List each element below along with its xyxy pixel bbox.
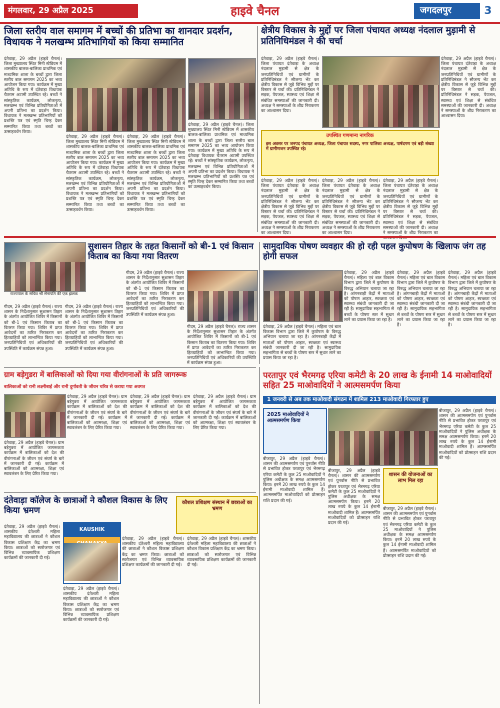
article-1-body-col4: दंतेवाड़ा, 29 अप्रैल (हाइवे चैनल)। जिला मुख्यालय स्थित मिनी स्टेडियम में शासकीय बालक-बालिका प्राथमिक एवं माध्यमिक शाला के बच्चों द्वारा जिला स्तरीय बाल समागम 2025 का भव्य आयोजन किया गया। कार्यक्रम में मुख्य अतिथि के रूप में दंतेवाड़ा विधायक चैतराम अटामी उपस्थित रहे। बच्चों ने सांस्कृतिक कार्यक्रम, लोकनृत्य, मलखम्भ एवं विभिन्न प्रतियोगिताओं में अपनी प्रतिभा का प्रदर्शन किया। विधायक ने मलखम्भ प्रतिभागियों को प्रशस्ति पत्र एवं स्मृति चिन्ह देकर सम्मानित किया तथा बच्चों का उत्साहवर्धन किया। — [188, 122, 254, 190]
coaching-ad — [63, 522, 121, 584]
article-6-body-col3: दंतेवाड़ा, 29 अप्रैल (हाइवे चैनल)। शासकीय दंतेश्वरी महिला महाविद्यालय की छात्राओं ने कौशल विकास प्रशिक्षण केंद्र का भ्रमण किया। छात्राओं को स्वरोजगार एवं विभिन्न व्यावसायिक प्रशिक्षण कार्यक्रमों की जानकारी दी गई। — [122, 536, 184, 568]
scheme-box-title: शासन की योजनाओं का लाभ मिल रहा — [388, 472, 433, 484]
surrender-box-title: 2025 माओवादियों ने आत्मसमर्पण किया — [267, 412, 309, 424]
guests-text: इस अवसर पर जनपद पंचायत अध्यक्ष, जिला पंचायत सदस्य, नगर पालिका अध्यक्ष, पार्षदगण एवं बड़ी संख्या में ग्रामीणजन उपस्थित रहे। — [266, 141, 434, 152]
article-7-body-col2: बीजापुर, 29 अप्रैल (हाइवे चैनल)। शासन की आत्मसमर्पण एवं पुनर्वास नीति से प्रभावित होकर परतापुर एवं भैरमगढ़ एरिया कमेटी के कुल 25 माओवादियों ने पुलिस अधीक्षक के समक्ष आत्मसमर्पण किया। इनमें 20 लाख रुपये के कुल 14 ईनामी माओवादी शामिल हैं। आत्मसमर्पित माओवादियों को प्रोत्साहन राशि प्रदान की गई। — [328, 468, 380, 526]
article-4-photo — [263, 270, 343, 322]
article-5-body-col4: दंतेवाड़ा, 29 अप्रैल (हाइवे चैनल)। ग्राम बड़ेगुडरा में आयोजित जागरूकता कार्यक्रम में बालिकाओं को देश की वीरांगनाओं के जीवन एवं संघर्ष के बारे में जानकारी दी गई। कार्यक्रम में बालिकाओं को आत्मरक्षा, शिक्षा एवं स्वावलंबन के लिए प्रेरित किया गया। — [193, 394, 256, 431]
article-3-photo-1 — [4, 242, 86, 292]
article-2-body-col2b: दंतेवाड़ा, 29 अप्रैल (हाइवे चैनल)। जिला पंचायत दंतेवाड़ा के अध्यक्ष नंदलाल मुड़ामी से क्षेत्र के जनप्रतिनिधियों एवं ग्रामीणों के प्रतिनिधिमंडल ने सौजन्य भेंट कर क्षेत्रीय विकास से जुड़े विभिन्न मुद्दों पर विस्तार से चर्चा की। प्रतिनिधिमंडल ने सड़क, पेयजल, स्वास्थ्य एवं शिक्षा से संबंधित समस्याओं की जानकारी दी। अध्यक्ष ने समस्याओं के शीघ्र निराकरण का — [383, 178, 438, 236]
ad-photo — [64, 543, 118, 581]
article-5-deck: बालिकाओं को रानी लक्ष्मीबाई और रानी दुर्गावती के जीवन चरित्र से कराया गया अवगत — [4, 385, 146, 390]
article-2-body-col1b: दंतेवाड़ा, 29 अप्रैल (हाइवे चैनल)। जिला पंचायत दंतेवाड़ा के अध्यक्ष नंदलाल मुड़ामी से क्षेत्र के जनप्रतिनिधियों एवं ग्रामीणों के प्रतिनिधिमंडल ने सौजन्य भेंट कर क्षेत्रीय विकास से जुड़े विभिन्न मुद्दों पर विस्तार से चर्चा की। प्रतिनिधिमंडल ने सड़क, पेयजल, स्वास्थ्य एवं शिक्षा से संबंधित समस्याओं की जानकारी दी। अध्यक्ष ने समस्याओं के शीघ्र निराकरण का आश्वासन दिया। — [261, 178, 319, 236]
article-1-photo-side — [188, 58, 256, 120]
article-6-body-col2: दंतेवाड़ा, 29 अप्रैल (हाइवे चैनल)। शासकीय दंतेश्वरी महिला महाविद्यालय की छात्राओं ने कौशल विकास प्रशिक्षण केंद्र का भ्रमण किया। छात्राओं को स्वरोजगार एवं विभिन्न व्यावसायिक प्रशिक्षण कार्यक्रमों की जानकारी दी गई। — [63, 586, 119, 623]
article-3-body-col4: गीदम, 29 अप्रैल (हाइवे चैनल)। राज्य शासन के निर्देशानुसार सुशासन तिहार के अंतर्गत आयोजित शिविर में किसानों को बी-1 एवं किसान किताब का वितरण किया गया। शिविर में प्राप्त आवेदनों का त्वरित निराकरण कर हितग्राहियों को लाभान्वित किया गया। जनप्रतिनिधियों एवं अधिकारियों की उपस्थिति में कार्यक्रम संपन्न हुआ। — [187, 324, 256, 366]
article-6-headline: दंतेवाड़ा कॉलेज के छात्राओं ने कौशल विकास के लिए किया भ्रमण — [4, 496, 168, 517]
article-6-body-col4: दंतेवाड़ा, 29 अप्रैल (हाइवे चैनल)। शासकीय दंतेश्वरी महिला महाविद्यालय की छात्राओं ने कौशल विकास प्रशिक्षण केंद्र का भ्रमण किया। छात्राओं को स्वरोजगार एवं विभिन्न व्यावसायिक प्रशिक्षण कार्यक्रमों की जानकारी दी गई। — [187, 536, 256, 568]
article-7-headline: परतापुर एवं भैरमगढ़ एरिया कमेटी के 20 लाख के ईनामी 14 माओवादियों सहित 25 माओवादियों ने आत्मसमर्पण किया — [263, 370, 492, 391]
article-4-body-col3: दंतेवाड़ा, 29 अप्रैल (हाइवे चैनल)। महिला एवं बाल विकास विभाग द्वारा जिले में कुपोषण के विरुद्ध अभियान चलाया जा रहा है। आंगनबाड़ी केंद्रों में माताओं को पोषण आहार, स्वच्छता एवं स्वास्थ्य संबंधी जानकारी दी जा रही है। सामुदायिक सहभागिता से बच्चों के पोषण स्तर में सुधार लाने का प्रयास किया जा रहा है। — [397, 270, 445, 328]
article-4-headline: सामुदायिक पोषण व्यवहार की हो रही पहल कुपोषण के खिलाफ जंग तह होगी सफल — [263, 242, 486, 263]
section-divider-2 — [4, 367, 256, 368]
article-5-body-col2: दंतेवाड़ा, 29 अप्रैल (हाइवे चैनल)। ग्राम बड़ेगुडरा में आयोजित जागरूकता कार्यक्रम में बालिकाओं को देश की वीरांगनाओं के जीवन एवं संघर्ष के बारे में जानकारी दी गई। कार्यक्रम में बालिकाओं को आत्मरक्षा, शिक्षा एवं स्वावलंबन के लिए प्रेरित किया गया। — [67, 394, 127, 431]
article-6-body-col1: दंतेवाड़ा, 29 अप्रैल (हाइवे चैनल)। शासकीय दंतेश्वरी महिला महाविद्यालय की छात्राओं ने कौशल विकास प्रशिक्षण केंद्र का भ्रमण किया। छात्राओं को स्वरोजगार एवं विभिन्न व्यावसायिक प्रशिक्षण कार्यक्रमों की जानकारी दी गई। — [4, 524, 60, 561]
surrender-box — [263, 408, 327, 454]
guests-title: उपस्थित गणमान्य नागरिक — [326, 133, 374, 139]
article-5-photo — [4, 394, 66, 438]
article-3-body-col3: गीदम, 29 अप्रैल (हाइवे चैनल)। राज्य शासन के निर्देशानुसार सुशासन तिहार के अंतर्गत आयोजित शिविर में किसानों को बी-1 एवं किसान किताब का वितरण किया गया। शिविर में प्राप्त आवेदनों का त्वरित निराकरण कर हितग्राहियों को लाभान्वित किया गया। जनप्रतिनिधियों एवं अधिकारियों की उपस्थिति में कार्यक्रम संपन्न हुआ। — [126, 270, 184, 317]
article-1-photo-main — [66, 58, 186, 132]
section-tab — [414, 3, 496, 19]
page-number: 3 — [480, 3, 496, 19]
article-3-headline: सुशासन तिहार के तहत किसानों को बी-1 एवं किसान किताब का किया गया वितरण — [88, 242, 254, 263]
article-4-body-col1: दंतेवाड़ा, 29 अप्रैल (हाइवे चैनल)। महिला एवं बाल विकास विभाग द्वारा जिले में कुपोषण के विरुद्ध अभियान चलाया जा रहा है। आंगनबाड़ी केंद्रों में माताओं को पोषण आहार, स्वच्छता एवं स्वास्थ्य संबंधी जानकारी दी जा रही है। सामुदायिक सहभागिता से बच्चों के पोषण स्तर में सुधार लाने का प्रयास किया जा रहा है। — [263, 324, 341, 361]
article-5-body-col3: दंतेवाड़ा, 29 अप्रैल (हाइवे चैनल)। ग्राम बड़ेगुडरा में आयोजित जागरूकता कार्यक्रम में बालिकाओं को देश की वीरांगनाओं के जीवन एवं संघर्ष के बारे में जानकारी दी गई। कार्यक्रम में बालिकाओं को आत्मरक्षा, शिक्षा एवं स्वावलंबन के लिए प्रेरित किया गया। — [130, 394, 190, 431]
guests-box — [261, 130, 439, 176]
column-divider-2 — [259, 242, 260, 364]
issue-date: मंगलवार, 29 अप्रैल 2025 — [4, 4, 138, 18]
article-7-body-col4: बीजापुर, 29 अप्रैल (हाइवे चैनल)। शासन की आत्मसमर्पण एवं पुनर्वास नीति से प्रभावित होकर परतापुर एवं भैरमगढ़ एरिया कमेटी के कुल 25 माओवादियों ने पुलिस अधीक्षक के समक्ष आत्मसमर्पण किया। इनमें 20 लाख रुपये के कुल 14 ईनामी माओवादी शामिल हैं। आत्मसमर्पित माओवादियों को प्रोत्साहन राशि प्रदान की गई। — [439, 408, 496, 460]
masthead — [0, 0, 500, 24]
article-3-photo-2 — [187, 270, 258, 322]
column-divider-3 — [259, 367, 260, 704]
article-2-body-col1: दंतेवाड़ा, 29 अप्रैल (हाइवे चैनल)। जिला पंचायत दंतेवाड़ा के अध्यक्ष नंदलाल मुड़ामी से क्षेत्र के जनप्रतिनिधियों एवं ग्रामीणों के प्रतिनिधिमंडल ने सौजन्य भेंट कर क्षेत्रीय विकास से जुड़े विभिन्न मुद्दों पर विस्तार से चर्चा की। प्रतिनिधिमंडल ने सड़क, पेयजल, स्वास्थ्य एवं शिक्षा से संबंधित समस्याओं की जानकारी दी। अध्यक्ष ने समस्याओं के शीघ्र निराकरण का आश्वासन दिया। — [261, 56, 319, 114]
article-1-body-col1: दंतेवाड़ा, 29 अप्रैल (हाइवे चैनल)। जिला मुख्यालय स्थित मिनी स्टेडियम में शासकीय बालक-बालिका प्राथमिक एवं माध्यमिक शाला के बच्चों द्वारा जिला स्तरीय बाल समागम 2025 का भव्य आयोजन किया गया। कार्यक्रम में मुख्य अतिथि के रूप में दंतेवाड़ा विधायक चैतराम अटामी उपस्थित रहे। बच्चों ने सांस्कृतिक कार्यक्रम, लोकनृत्य, मलखम्भ एवं विभिन्न प्रतियोगिताओं में अपनी प्रतिभा का प्रदर्शन किया। विधायक ने मलखम्भ प्रतिभागियों को प्रशस्ति पत्र एवं स्मृति चिन्ह देकर सम्मानित किया तथा बच्चों का उत्साहवर्धन किया। — [4, 56, 62, 134]
section-divider-3 — [4, 492, 256, 493]
scheme-box — [383, 468, 438, 504]
article-2-body-col3: दंतेवाड़ा, 29 अप्रैल (हाइवे चैनल)। जिला पंचायत दंतेवाड़ा के अध्यक्ष नंदलाल मुड़ामी से क्षेत्र के जनप्रतिनिधियों एवं ग्रामीणों के प्रतिनिधिमंडल ने सौजन्य भेंट कर क्षेत्रीय विकास से जुड़े विभिन्न मुद्दों पर विस्तार से चर्चा की। प्रतिनिधिमंडल ने सड़क, पेयजल, स्वास्थ्य एवं शिक्षा से संबंधित समस्याओं की जानकारी दी। अध्यक्ष ने समस्याओं के शीघ्र निराकरण का आश्वासन दिया। — [441, 56, 496, 119]
article-7-photo — [328, 408, 438, 466]
ad-title: KAUSHIK — [64, 523, 120, 537]
article-7-body-col3: बीजापुर, 29 अप्रैल (हाइवे चैनल)। शासन की आत्मसमर्पण एवं पुनर्वास नीति से प्रभावित होकर परतापुर एवं भैरमगढ़ एरिया कमेटी के कुल 25 माओवादियों ने पुलिस अधीक्षक के समक्ष आत्मसमर्पण किया। इनमें 20 लाख रुपये के कुल 14 ईनामी माओवादी शामिल हैं। आत्मसमर्पित माओवादियों को प्रोत्साहन राशि प्रदान की गई। — [383, 506, 437, 558]
article-2-body-col2: दंतेवाड़ा, 29 अप्रैल (हाइवे चैनल)। जिला पंचायत दंतेवाड़ा के अध्यक्ष नंदलाल मुड़ामी से क्षेत्र के जनप्रतिनिधियों एवं ग्रामीणों के प्रतिनिधिमंडल ने सौजन्य भेंट कर क्षेत्रीय विकास से जुड़े विभिन्न मुद्दों पर विस्तार से चर्चा की। प्रतिनिधिमंडल ने सड़क, पेयजल, स्वास्थ्य एवं शिक्षा से संबंधित समस्याओं की जानकारी दी। अध्यक्ष ने समस्याओं के शीघ्र निराकरण का आश्वासन दिया। — [322, 178, 380, 236]
article-7-body-col1: बीजापुर, 29 अप्रैल (हाइवे चैनल)। शासन की आत्मसमर्पण एवं पुनर्वास नीति से प्रभावित होकर परतापुर एवं भैरमगढ़ एरिया कमेटी के कुल 25 माओवादियों ने पुलिस अधीक्षक के समक्ष आत्मसमर्पण किया। इनमें 20 लाख रुपये के कुल 14 ईनामी माओवादी शामिल हैं। आत्मसमर्पित माओवादियों को प्रोत्साहन राशि प्रदान की गई। — [263, 456, 325, 503]
article-4-body-col2: दंतेवाड़ा, 29 अप्रैल (हाइवे चैनल)। महिला एवं बाल विकास विभाग द्वारा जिले में कुपोषण के विरुद्ध अभियान चलाया जा रहा है। आंगनबाड़ी केंद्रों में माताओं को पोषण आहार, स्वच्छता एवं स्वास्थ्य संबंधी जानकारी दी जा रही है। सामुदायिक सहभागिता से बच्चों के पोषण स्तर में सुधार लाने का प्रयास किया जा रहा है। — [344, 270, 394, 322]
article-2-photo — [322, 56, 440, 128]
section-divider — [4, 236, 496, 238]
article-1-headline: जिला स्तरीय वाल समागम में बच्चों की प्रतिभा का शानदार प्रदर्शन, विधायक ने मलखम्भ प्रतिभागियों को किया सम्मानित — [4, 26, 233, 49]
college-box-title: कौशल प्रशिक्षण संस्थान में छात्राओं का भ्रमण — [182, 500, 252, 512]
article-3-body-col2: गीदम, 29 अप्रैल (हाइवे चैनल)। राज्य शासन के निर्देशानुसार सुशासन तिहार के अंतर्गत आयोजित शिविर में किसानों को बी-1 एवं किसान किताब का वितरण किया गया। शिविर में प्राप्त आवेदनों का त्वरित निराकरण कर हितग्राहियों को लाभान्वित किया गया। जनप्रतिनिधियों एवं अधिकारियों की उपस्थिति में कार्यक्रम संपन्न हुआ। — [65, 304, 123, 351]
article-5-body-col1: दंतेवाड़ा, 29 अप्रैल (हाइवे चैनल)। ग्राम बड़ेगुडरा में आयोजित जागरूकता कार्यक्रम में बालिकाओं को देश की वीरांगनाओं के जीवन एवं संघर्ष के बारे में जानकारी दी गई। कार्यक्रम में बालिकाओं को आत्मरक्षा, शिक्षा एवं स्वावलंबन के लिए प्रेरित किया गया। — [4, 440, 64, 477]
section-name: जगदलपुर — [420, 6, 452, 16]
article-3-body-col1: गीदम, 29 अप्रैल (हाइवे चैनल)। राज्य शासन के निर्देशानुसार सुशासन तिहार के अंतर्गत आयोजित शिविर में किसानों को बी-1 एवं किसान किताब का वितरण किया गया। शिविर में प्राप्त आवेदनों का त्वरित निराकरण कर हितग्राहियों को लाभान्वित किया गया। जनप्रतिनिधियों एवं अधिकारियों की उपस्थिति में कार्यक्रम संपन्न हुआ। — [4, 304, 62, 351]
article-1-body-col2: दंतेवाड़ा, 29 अप्रैल (हाइवे चैनल)। जिला मुख्यालय स्थित मिनी स्टेडियम में शासकीय बालक-बालिका प्राथमिक एवं माध्यमिक शाला के बच्चों द्वारा जिला स्तरीय बाल समागम 2025 का भव्य आयोजन किया गया। कार्यक्रम में मुख्य अतिथि के रूप में दंतेवाड़ा विधायक चैतराम अटामी उपस्थित रहे। बच्चों ने सांस्कृतिक कार्यक्रम, लोकनृत्य, मलखम्भ एवं विभिन्न प्रतियोगिताओं में अपनी प्रतिभा का प्रदर्शन किया। विधायक ने मलखम्भ प्रतिभागियों को प्रशस्ति पत्र एवं स्मृति चिन्ह देकर सम्मानित किया तथा बच्चों का उत्साहवर्धन किया। — [66, 134, 124, 212]
article-4-body-col4: दंतेवाड़ा, 29 अप्रैल (हाइवे चैनल)। महिला एवं बाल विकास विभाग द्वारा जिले में कुपोषण के विरुद्ध अभियान चलाया जा रहा है। आंगनबाड़ी केंद्रों में माताओं को पोषण आहार, स्वच्छता एवं स्वास्थ्य संबंधी जानकारी दी जा रही है। सामुदायिक सहभागिता से बच्चों के पोषण स्तर में सुधार लाने का प्रयास किया जा रहा है। — [448, 270, 496, 328]
photo-caption: राज्यपाल के सचिव श्री सेनापति की एक झलक — [10, 291, 78, 296]
article-7-banner: 1 जनवरी से अब तक माओवादी संगठन में शामिल 213 माओवादी गिरफ्तार हुए — [263, 396, 496, 404]
article-2-headline: क्षेत्रीय विकास के मुद्दों पर जिला पंचायत अध्यक्ष नंदलाल मुड़ामी से प्रतिनिधिमंडल ने की चर्चा — [261, 26, 476, 47]
column-divider — [257, 26, 258, 232]
newspaper-name: हाइवे चैनल — [230, 4, 280, 18]
college-box — [176, 496, 258, 534]
article-5-headline: ग्राम बड़ेगुडरा में बालिकाओं को दिया गया वीरांगनाओं के प्रति जागरूक — [4, 370, 187, 379]
article-1-body-col3: दंतेवाड़ा, 29 अप्रैल (हाइवे चैनल)। जिला मुख्यालय स्थित मिनी स्टेडियम में शासकीय बालक-बालिका प्राथमिक एवं माध्यमिक शाला के बच्चों द्वारा जिला स्तरीय बाल समागम 2025 का भव्य आयोजन किया गया। कार्यक्रम में मुख्य अतिथि के रूप में दंतेवाड़ा विधायक चैतराम अटामी उपस्थित रहे। बच्चों ने सांस्कृतिक कार्यक्रम, लोकनृत्य, मलखम्भ एवं विभिन्न प्रतियोगिताओं में अपनी प्रतिभा का प्रदर्शन किया। विधायक ने मलखम्भ प्रतिभागियों को प्रशस्ति पत्र एवं स्मृति चिन्ह देकर सम्मानित किया तथा बच्चों का उत्साहवर्धन किया। — [127, 134, 185, 212]
